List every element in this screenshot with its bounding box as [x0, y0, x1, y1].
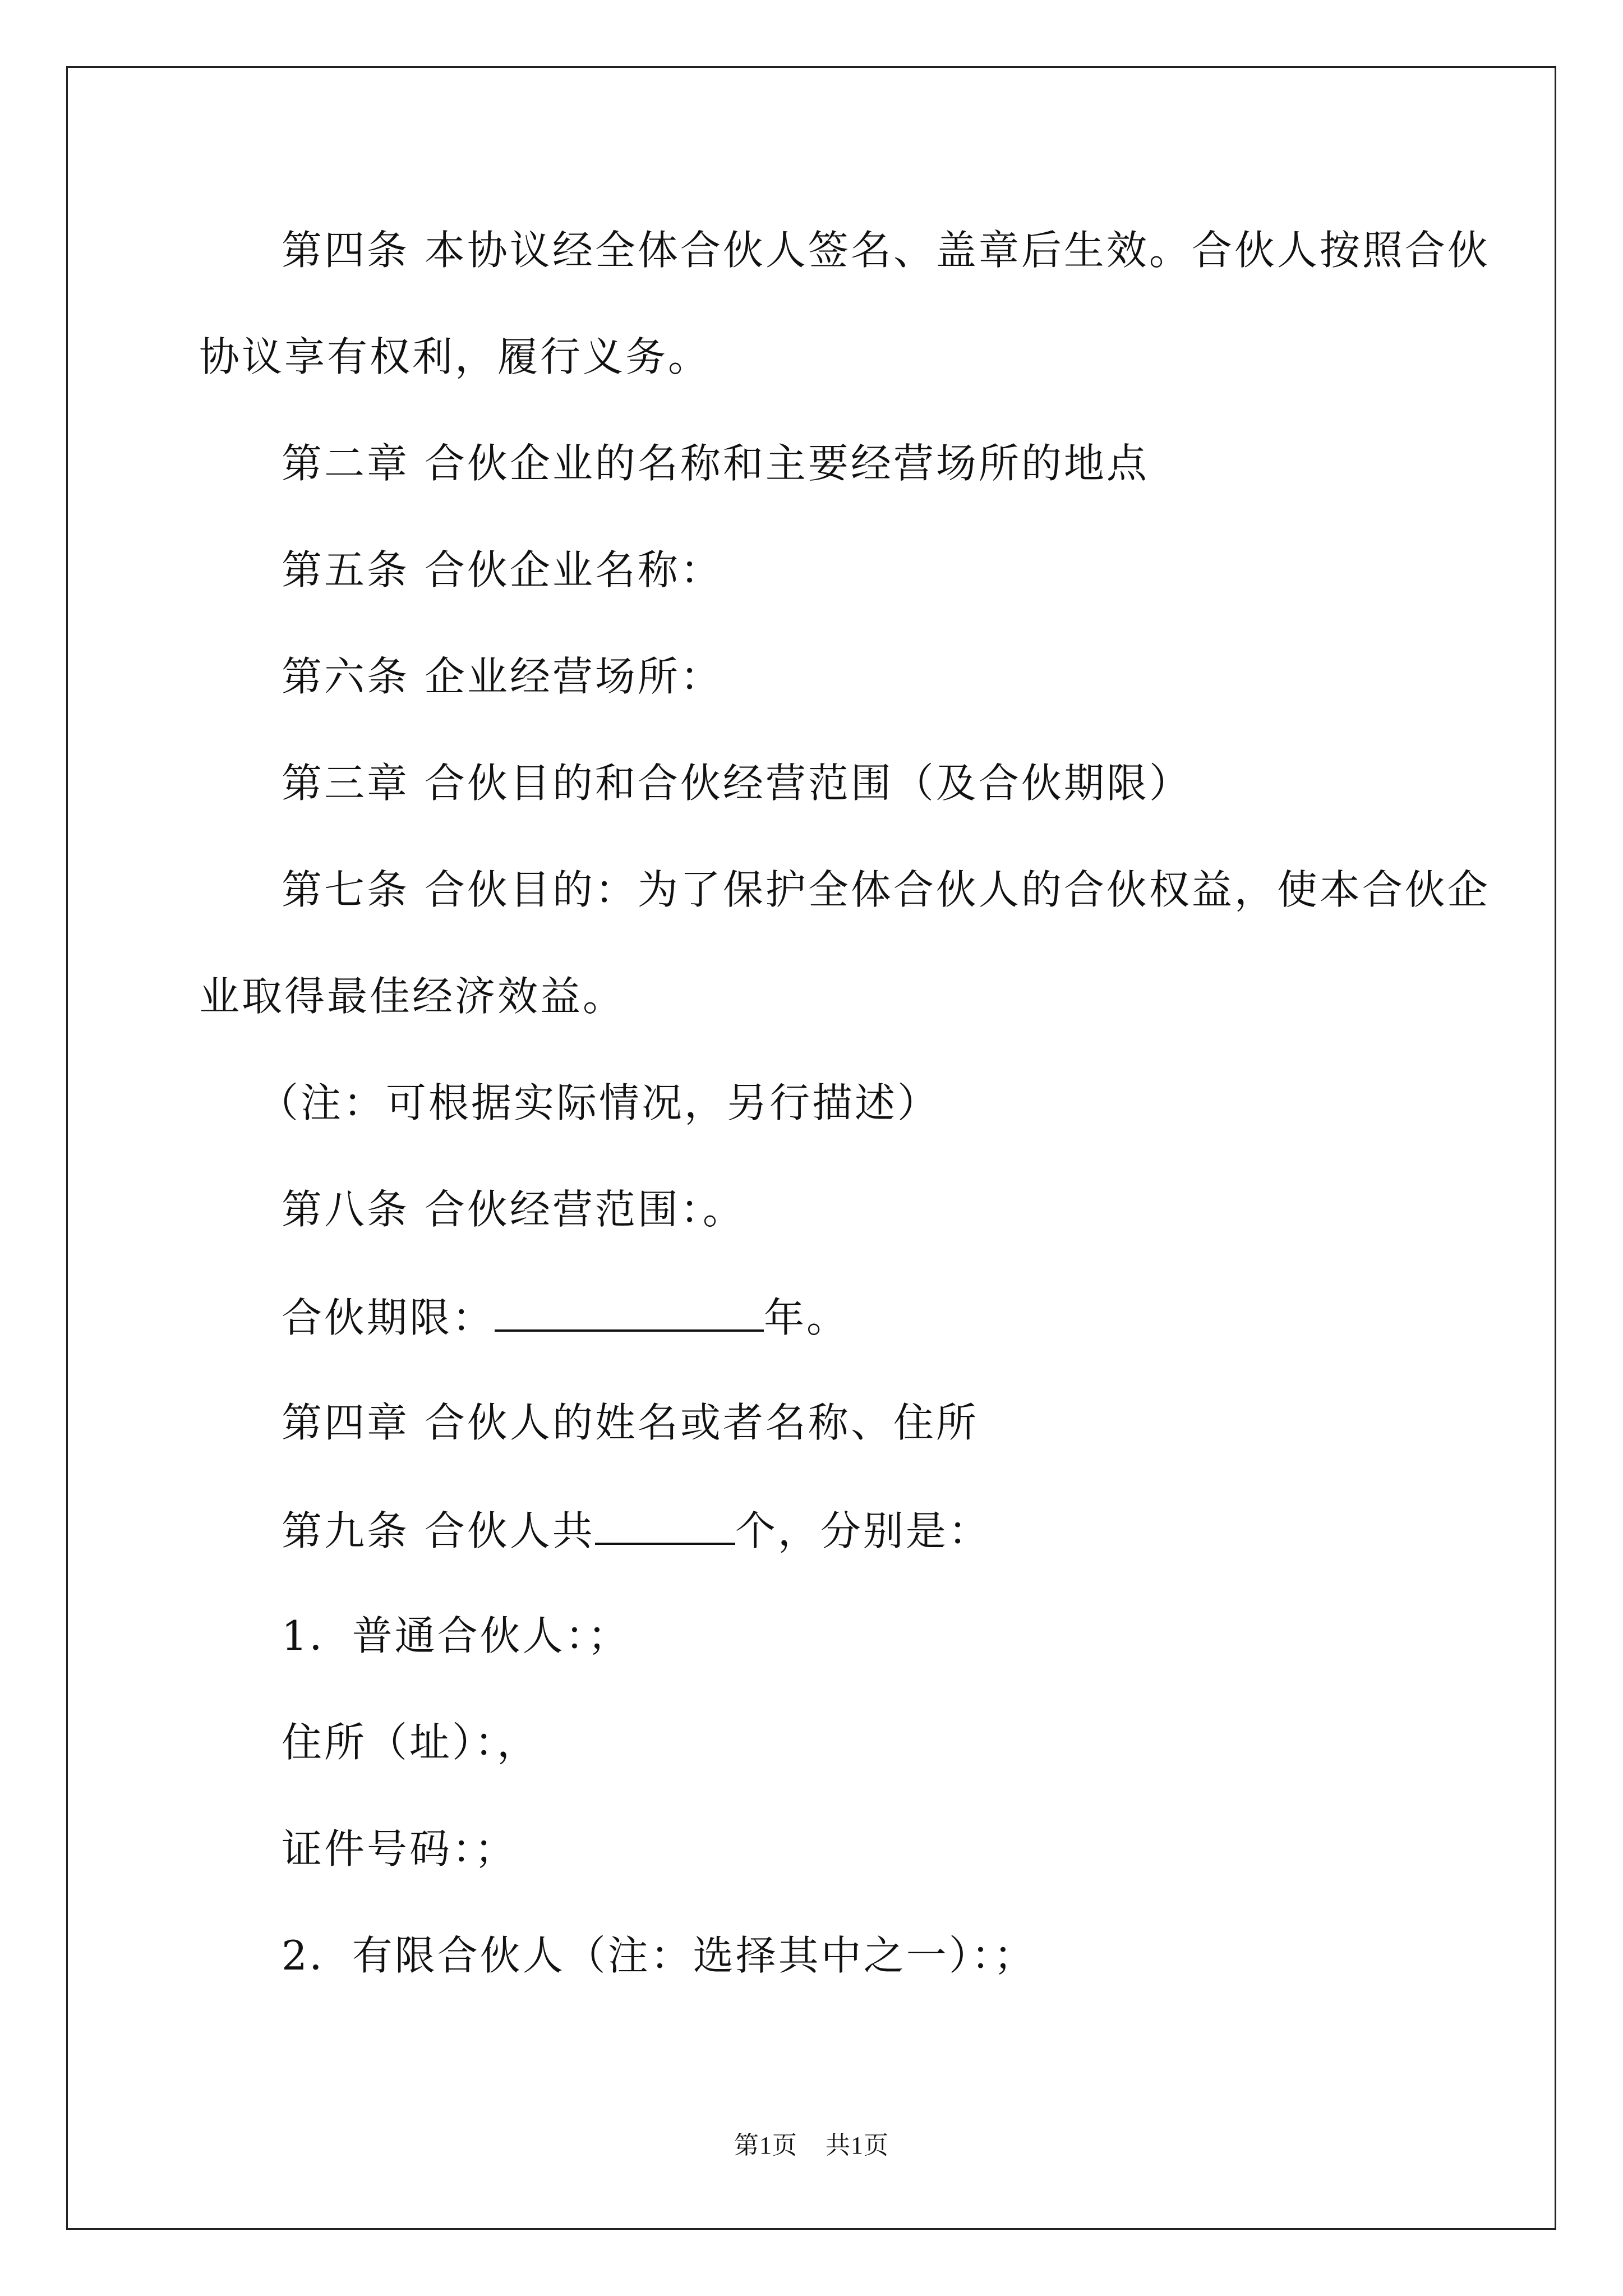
article-9-label: 第九条 合伙人共 — [282, 1507, 595, 1554]
article-8: 第八条 合伙经营范围：。 — [282, 1186, 745, 1233]
chapter-3-heading: 第三章 合伙目的和合伙经营范围（及合伙期限） — [282, 760, 1192, 807]
general-partner-item: 1．普通合伙人：； — [282, 1612, 630, 1659]
partnership-term-suffix: 年。 — [764, 1294, 850, 1341]
partnership-term-line — [282, 1294, 850, 1341]
id-number-item: 证件号码：； — [282, 1825, 518, 1872]
term-blank-line — [495, 1296, 764, 1332]
chapter-4-heading: 第四章 合伙人的姓名或者名称、住所 — [282, 1399, 979, 1446]
article-4-line-2: 协议享有权利，履行义务。 — [199, 333, 711, 380]
note-paragraph: （注：可根据实际情况，另行描述） — [258, 1079, 940, 1126]
limited-partner-item: 2．有限合伙人（注：选择其中之一）：； — [282, 1932, 1036, 1979]
article-4-line-1: 第四条 本协议经全体合伙人签名、盖章后生效。合伙人按照合伙 — [282, 227, 1490, 274]
article-9-suffix: 个，分别是： — [735, 1507, 991, 1554]
residence-item: 住所（址）：， — [282, 1719, 540, 1766]
page-footer — [0, 2125, 1623, 2161]
partner-count-blank-line — [595, 1509, 735, 1545]
chapter-2-heading: 第二章 合伙企业的名称和主要经营场所的地点 — [282, 440, 1149, 487]
page-border — [66, 66, 1556, 2230]
article-9 — [282, 1507, 991, 1554]
article-5: 第五条 合伙企业名称： — [282, 546, 723, 593]
article-7-line-2: 业取得最佳经济效益。 — [199, 973, 626, 1020]
page-total: 共1页 — [826, 2132, 889, 2159]
article-7-line-1: 第七条 合伙目的：为了保护全体合伙人的合伙权益，使本合伙企 — [282, 866, 1490, 913]
article-6: 第六条 企业经营场所： — [282, 653, 723, 700]
partnership-term-label: 合伙期限： — [282, 1294, 495, 1341]
page-number: 第1页 — [734, 2132, 797, 2159]
